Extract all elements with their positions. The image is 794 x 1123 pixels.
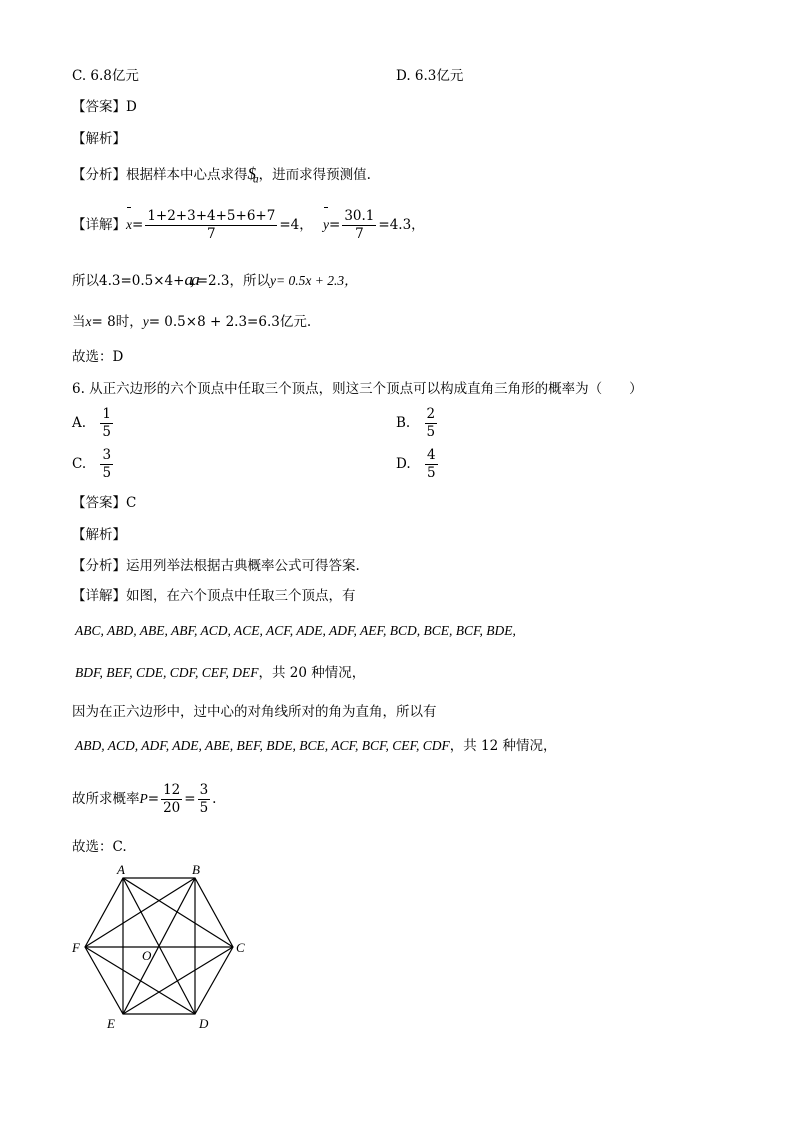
q6-list-2: BDF, BEF, CDE, CDF, CEF, DEF [75,665,259,680]
y-mean-fraction [342,208,376,243]
q6-reason: 因为在正六边形中，过中心的对角线所对的角为直角，所以有 [72,704,437,720]
hexagon-figure [60,862,260,1032]
q6-list-3-line [75,736,557,756]
prob-text: 故所求概率 [72,791,140,807]
line3-c: = 0.5x + 2.3， [276,273,358,288]
option-fraction [100,447,113,482]
line4-a: 当 [72,314,86,330]
vertex-label-d: D [199,1016,209,1031]
q6-list-3-end: ，共 12 种情况， [449,738,557,754]
line3-a: 所以4.3=0.5×4+ [72,273,185,289]
option-num: 3 [102,447,112,463]
option-den: 5 [426,465,436,481]
answer-value: C [126,495,137,511]
option-fraction [425,406,438,441]
q6-fenxi-line [72,556,360,576]
q6-list-2-line [75,663,365,683]
y-bar: y [323,206,329,244]
y-mean-result: =4.3， [378,217,425,233]
q6-option-a [72,406,115,441]
q5-xiangjie-line: 【详解】x= $\frac{1+2+3+4+5+6+7}{7}$ =4， y= $\frac{30.1}{7}$ =4.3， [72,208,425,242]
prob-den-1: 20 [163,800,181,816]
q6-option-d [396,447,440,482]
q6-list-2-end: ，共 20 种情况， [258,665,366,681]
y-mean-denominator: 7 [355,226,364,242]
prob-num-2: 3 [199,782,209,798]
line4-y-hat: y [142,314,149,329]
option-label: D. [396,456,411,472]
q6-probability-line: 故所求概率P= $\frac{12}{20}$ = $\frac{3}{5}$ . [72,782,217,816]
option-fraction [425,447,438,482]
q5-choice: 故选：D [72,349,124,365]
xiangjie-text: 如图，在六个顶点中任取三个顶点，有 [126,588,356,604]
q5-option-d: D. 6.3亿元 [396,68,464,84]
q6-list-3: ABD, ACD, ADF, ADE, ABE, BEF, BDE, BCE, ACF, BCF, CEF, CDF [75,738,450,753]
option-label: A. [72,415,87,431]
line3-b: =2.3，所以 [196,273,270,289]
q6-jiexi: 【解析】 [72,527,126,543]
q6-option-b [396,406,439,441]
x-mean-fraction [145,208,277,243]
y-mean-numerator: 30.1 [344,208,375,224]
option-den: 5 [102,424,111,440]
q5-line4 [72,312,311,332]
xiangjie-tag: 【详解】 [72,588,126,604]
prob-symbol: P [139,791,148,806]
option-den: 5 [426,424,436,440]
fenxi-tag: 【分析】 [72,167,126,183]
option-den: 5 [102,465,112,481]
line4-c: = 0.5×8 + 2.3=6.3亿元. [148,314,312,330]
q6-answer-line [72,493,136,513]
vertex-label-e: E [107,1016,115,1031]
answer-tag: 【答案】 [72,99,126,115]
y-hat: y [270,273,276,288]
x-mean-numerator: 1+2+3+4+5+6+7 [147,208,276,224]
fenxi-end: ，进而求得预测值. [258,167,371,183]
vertex-label-f: F [72,940,80,955]
option-fraction [100,406,113,441]
q5-fenxi-line [72,164,371,190]
q6-choice: 故选：C. [72,839,127,855]
x-mean-denominator: 7 [207,226,216,242]
option-label: C. [72,456,87,472]
q6-stem: 6. 从正六边形的六个顶点中任取三个顶点，则这三个顶点可以构成直角三角形的概率为（ ） [72,381,643,397]
option-num: 1 [102,406,111,422]
vertex-label-b: B [192,862,200,877]
q5-option-c: C. 6.8亿元 [72,68,139,84]
q6-list-1: ABC, ABD, ABE, ABF, ACD, ACE, ACF, ADE, ADF, AEF, BCD, BCE, BCF, BDE, [75,623,516,638]
xiangjie-tag: 【详解】 [72,217,126,233]
a-hat-glyph: $ [247,164,253,183]
answer-tag: 【答案】 [72,495,126,511]
option-label: B. [396,415,411,431]
q6-option-c [72,447,115,482]
q5-line3 [72,270,358,291]
x-mean-result: =4， [279,217,313,233]
fenxi-text: 运用列举法根据古典概率公式可得答案. [126,558,360,574]
q5-answer-line [72,97,137,117]
line4-b: = 8时， [91,314,143,330]
line4-x: x [85,314,92,329]
a-hat-double-glyph: a,a [184,270,197,289]
fenxi-tag: 【分析】 [72,558,126,574]
q5-jiexi: 【解析】 [72,131,126,147]
answer-value: D [126,99,137,115]
prob-fraction-1 [161,782,182,817]
prob-fraction-2 [198,782,211,817]
center-label-o: O [142,948,152,963]
x-bar: x [126,206,132,244]
prob-num-1: 12 [163,782,181,798]
fenxi-text: 根据样本中心点求得 [126,167,248,183]
q6-xiangjie-line [72,586,356,606]
option-num: 2 [426,406,436,422]
vertex-label-a: A [117,862,125,877]
prob-den-2: 5 [199,800,209,816]
a-hat-sub: a [253,173,259,186]
option-num: 4 [426,447,436,463]
vertex-label-c: C [236,940,245,955]
